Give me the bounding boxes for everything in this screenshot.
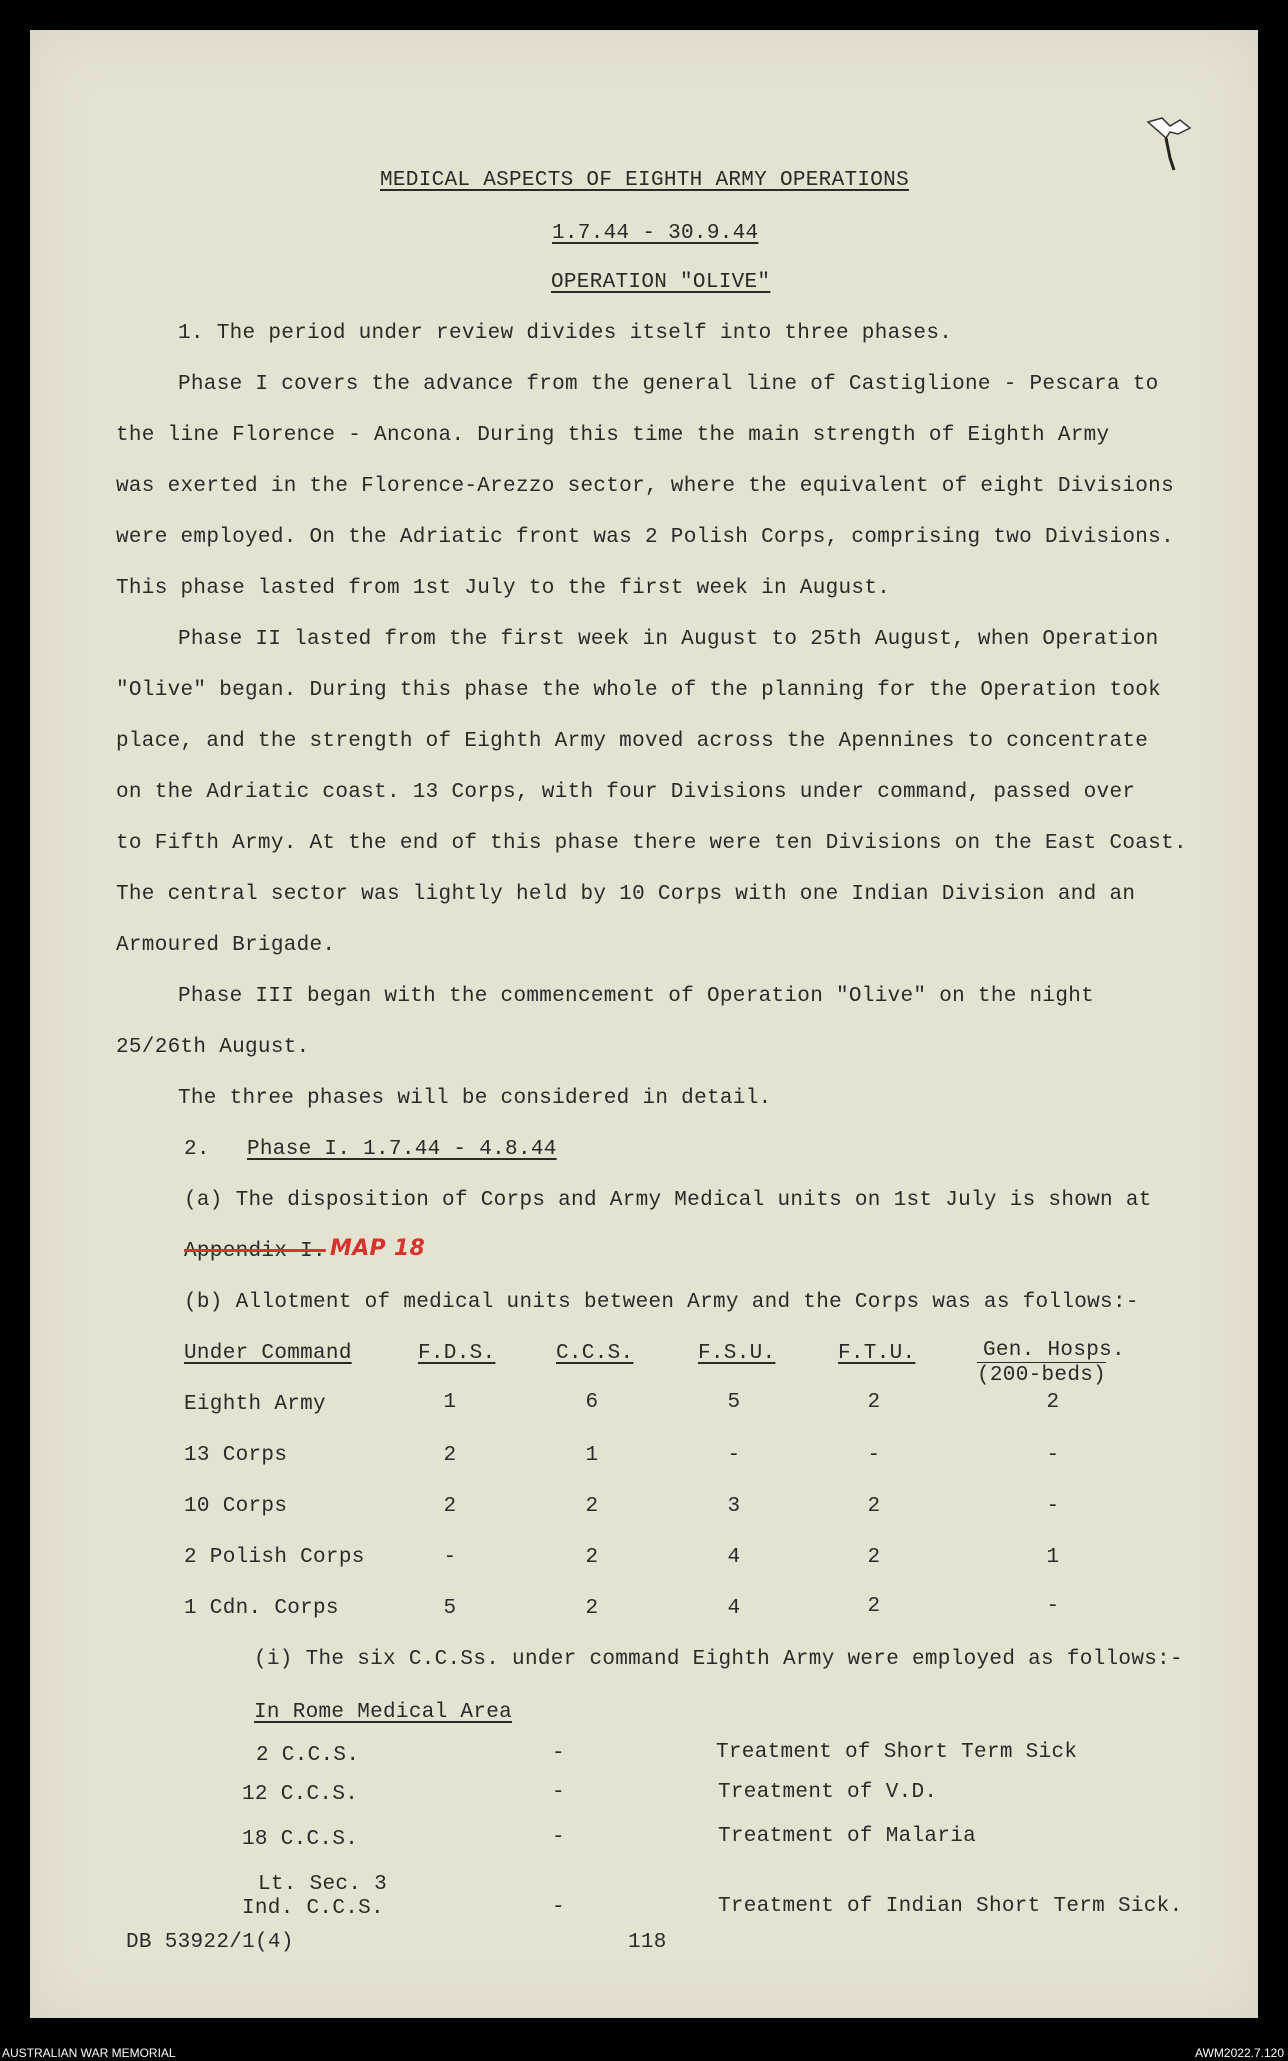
unit-role: Treatment of Short Term Sick — [716, 1741, 1078, 1764]
table-cell: 2 — [1046, 1391, 1060, 1414]
table-cell: Eighth Army — [184, 1393, 326, 1416]
archive-credit: AUSTRALIAN WAR MEMORIAL — [2, 2046, 176, 2060]
table-header: Gen. Hosps. — [983, 1339, 1125, 1362]
table-cell: 2 — [867, 1495, 881, 1518]
paragraph-line: 25/26th August. — [116, 1036, 310, 1059]
unit-role: Treatment of Malaria — [718, 1825, 977, 1848]
table-header: Under Command — [184, 1342, 352, 1365]
paper-tear-mark — [1140, 108, 1200, 188]
unit-dash: - — [552, 1742, 565, 1765]
paragraph-line: Phase III began with the commencement of Operation "Olive" on the night — [178, 985, 1095, 1008]
table-cell: - — [727, 1444, 741, 1467]
unit-name: 12 C.C.S. — [242, 1783, 359, 1806]
table-cell: 2 — [585, 1495, 599, 1518]
paragraph-line: to Fifth Army. At the end of this phase there were ten Divisions on the East Coast. — [116, 832, 1187, 855]
paragraph-line: place, and the strength of Eighth Army moved across the Apennines to concentrate — [116, 730, 1149, 753]
unit-dash: - — [552, 1896, 565, 1919]
table-cell: - — [1046, 1595, 1060, 1618]
archive-id: AWM2022.7.120 — [1195, 2046, 1284, 2060]
table-header: F.S.U. — [698, 1342, 776, 1365]
table-cell: 4 — [727, 1597, 741, 1620]
paragraph-line: on the Adriatic coast. 13 Corps, with four Divisions under command, passed over — [116, 781, 1136, 804]
section-a-text: (a) The disposition of Corps and Army Medical units on 1st July is shown at — [184, 1189, 1152, 1212]
table-cell: 3 — [727, 1495, 741, 1518]
table-header: C.C.S. — [556, 1342, 634, 1365]
unit-name: Lt. Sec. 3 — [258, 1873, 388, 1896]
document-title: MEDICAL ASPECTS OF EIGHTH ARMY OPERATIONS — [380, 169, 909, 192]
table-cell: 2 — [585, 1597, 599, 1620]
table-header: F.D.S. — [418, 1342, 496, 1365]
table-cell: 2 — [867, 1391, 881, 1414]
rome-area-heading: In Rome Medical Area — [254, 1701, 513, 1724]
operation-title: OPERATION "OLIVE" — [551, 271, 771, 294]
paragraph-line: "Olive" began. During this phase the whole of the planning for the Operation took — [116, 679, 1162, 702]
table-cell: 2 — [443, 1444, 457, 1467]
struck-appendix-reference: Appendix I. — [184, 1240, 326, 1263]
unit-name: 2 C.C.S. — [256, 1744, 360, 1767]
document-reference: DB 53922/1(4) — [126, 1931, 294, 1954]
table-cell: 4 — [727, 1546, 741, 1569]
unit-role: Treatment of Indian Short Term Sick. — [718, 1895, 1183, 1918]
paragraph-line: Phase II lasted from the first week in August to 25th August, when Operation — [178, 628, 1159, 651]
table-cell: 2 — [867, 1546, 881, 1569]
table-cell: 2 — [867, 1595, 881, 1618]
page-number: 118 — [628, 1931, 667, 1954]
paragraph-line: This phase lasted from 1st July to the first week in August. — [116, 577, 891, 600]
table-cell: - — [443, 1546, 457, 1569]
table-cell: 2 — [443, 1495, 457, 1518]
table-cell: 6 — [585, 1391, 599, 1414]
section-number: 2. — [184, 1138, 210, 1161]
paragraph-line: Armoured Brigade. — [116, 934, 336, 957]
table-cell: 5 — [443, 1597, 457, 1620]
table-cell: 5 — [727, 1391, 741, 1414]
table-cell: 1 — [1046, 1546, 1060, 1569]
table-cell: - — [867, 1444, 881, 1467]
table-cell: 13 Corps — [184, 1444, 288, 1467]
table-cell: 10 Corps — [184, 1495, 288, 1518]
table-cell: 2 — [585, 1546, 599, 1569]
unit-dash: - — [552, 1826, 565, 1849]
unit-name: 18 C.C.S. — [242, 1828, 359, 1851]
table-header-subtitle: (200-beds) — [977, 1364, 1107, 1387]
subsection-i-text: (i) The six C.C.Ss. under command Eighth Army were employed as follows:- — [254, 1648, 1183, 1671]
paragraph-line: The central sector was lightly held by 10 Corps with one Indian Division and an — [116, 883, 1136, 906]
paragraph-line: Phase I covers the advance from the general line of Castiglione - Pescara to — [178, 373, 1159, 396]
section-b-text: (b) Allotment of medical units between Army and the Corps was as follows:- — [184, 1291, 1139, 1314]
unit-dash: - — [552, 1781, 565, 1804]
document-dates: 1.7.44 - 30.9.44 — [552, 222, 759, 245]
table-cell: - — [1046, 1444, 1060, 1467]
paragraph-line: was exerted in the Florence-Arezzo sector, where the equivalent of eight Divisions — [116, 475, 1174, 498]
paragraph-line: 1. The period under review divides itself into three phases. — [178, 322, 953, 345]
table-cell: - — [1046, 1495, 1060, 1518]
unit-role: Treatment of V.D. — [718, 1781, 938, 1804]
paragraph-line: The three phases will be considered in detail. — [178, 1087, 772, 1110]
table-cell: 2 Polish Corps — [184, 1546, 365, 1569]
table-cell: 1 — [443, 1391, 457, 1414]
handwritten-map-note: MAP 18 — [330, 1236, 426, 1261]
paragraph-line: were employed. On the Adriatic front was 2 Polish Corps, comprising two Divisions. — [116, 526, 1174, 549]
unit-name-line2: Ind. C.C.S. — [242, 1897, 384, 1920]
table-header: F.T.U. — [838, 1342, 916, 1365]
paragraph-line: the line Florence - Ancona. During this time the main strength of Eighth Army — [116, 424, 1110, 447]
section-heading: Phase I. 1.7.44 - 4.8.44 — [247, 1138, 557, 1161]
table-cell: 1 Cdn. Corps — [184, 1597, 339, 1620]
table-cell: 1 — [585, 1444, 599, 1467]
